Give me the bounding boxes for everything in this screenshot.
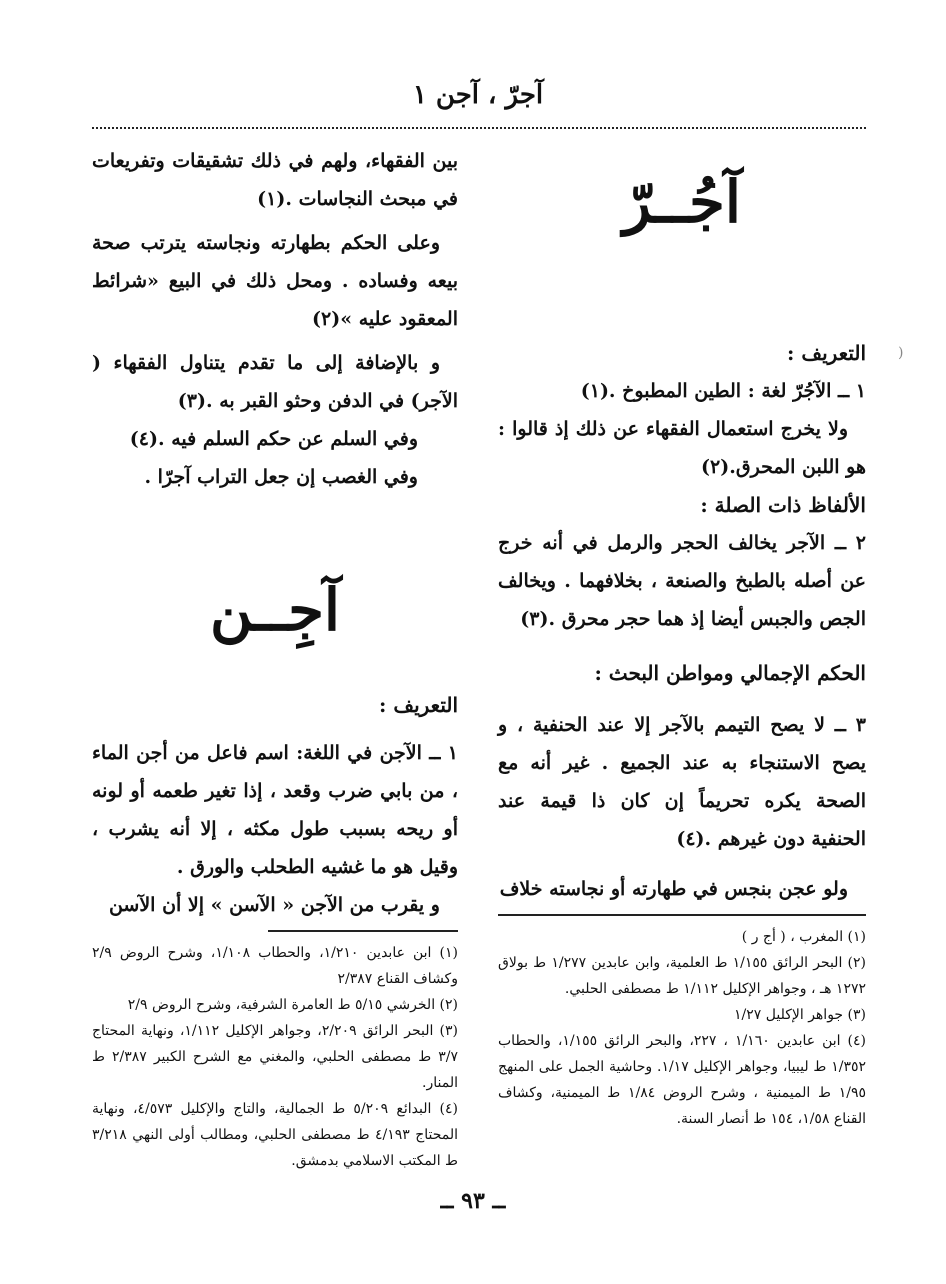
margin-mark: ) — [898, 345, 904, 361]
paragraph: وعلى الحكم بطهارته ونجاسته يترتب صحة بيعه وفساده . ومحل ذلك في البيع «شرائط المعقود عليه »(٢) — [92, 232, 458, 330]
footnote: (٤) ابن عابدين ١/١٦٠ ، ٢٢٧، والبحر الرائق ١/١٥٥، والحطاب ١/٣٥٢ ط ليبيا، وجواهر الإكليل ١/١٧. وحاشية الجمل على المنهج ١/٩٥ ط الميمنية ، وشرح الروض ١/٨٤ ط الميمنية، وكشاف القناع ١/٥٨، ١٥٤ ط أنصار السنة. — [498, 1033, 866, 1127]
footnote-rule — [268, 930, 458, 932]
paragraph: ٢ ــ الآجر يخالف الحجر والرمل في أنه خرج عن أصله بالطبخ والصنعة ، بخلافهما . ويخالف الجص والجبس أيضا إذ هما حجر محرق .(٣) — [498, 532, 866, 630]
paragraph: ٣ ــ لا يصح التيمم بالآجر إلا عند الحنفية ، و يصح الاستنجاء به عند الجميع . غير أنه مع الصحة يكره تحريماً إن كان ذا قيمة عند الحنفية دون غيرهم .(٤) — [498, 714, 866, 850]
paragraph: ولو عجن بنجس في طهارته أو نجاسته خلاف — [499, 878, 848, 900]
footnote: (٤) البدائع ٥/٢٠٩ ط الجمالية، والتاج والإكليل ٤/٥٧٣، ونهاية المحتاج ٤/١٩٣ ط مصطفى الحلبي، ومطالب أولى النهي ٣/٢١٨ ط المكتب الاسلامي بدمشق. — [92, 1101, 459, 1169]
footnotes-right — [498, 924, 866, 1132]
footnote: (٣) جواهر الإكليل ١/٢٧ — [734, 1007, 866, 1023]
page-header-title: آجرّ ، آجن ١ — [412, 80, 544, 110]
definition-heading: التعريف : — [787, 341, 866, 365]
footnote: (١) المغرب ، ( أج ر ) — [741, 929, 866, 945]
footnote: (٢) البحر الرائق ١/١٥٥ ط العلمية، وابن عابدين ١/٢٧٧ ط بولاق ١٢٧٢ هـ ، وجواهر الإكليل ١/١١٢ ط مصطفى الحلبي. — [498, 955, 867, 997]
paragraph: وفي الغصب إن جعل التراب آجرّا . — [144, 466, 418, 488]
header-dotted-divider — [92, 127, 866, 129]
right-column — [498, 142, 866, 1132]
paragraph: و بالإضافة إلى ما تقدم يتناول الفقهاء ( الآجر) في الدفن وحثو القبر به .(٣) — [92, 352, 458, 412]
related-terms-heading: الألفاظ ذات الصلة : — [700, 493, 866, 517]
entry-title-ajurr: آجُــرّ — [623, 168, 741, 236]
paragraph: وفي السلم عن حكم السلم فيه .(٤) — [129, 428, 418, 450]
page-number: ــ ٩٣ ــ — [440, 1188, 506, 1214]
paragraph: و يقرب من الآجن « الآسن » إلا أن الآسن — [108, 894, 440, 916]
ruling-heading: الحكم الإجمالي ومواطن البحث : — [594, 661, 866, 685]
footnotes-left — [92, 940, 458, 1174]
left-column — [92, 142, 458, 1174]
footnote-rule — [498, 914, 866, 916]
footnote: (١) ابن عابدين ١/٢١٠، والحطاب ١/١٠٨، وشرح الروض ٢/٩ وكشاف القناع ٢/٣٨٧ — [92, 945, 458, 987]
footnote: (٢) الخرشي ٥/١٥ ط العامرة الشرفية، وشرح الروض ٢/٩ — [127, 997, 458, 1013]
paragraph: ١ ــ الآجُرّ لغة : الطين المطبوخ .(١) — [580, 380, 866, 402]
paragraph: بين الفقهاء، ولهم في ذلك تشقيقات وتفريعات في مبحث النجاسات .(١) — [92, 150, 458, 210]
paragraph: ولا يخرج استعمال الفقهاء عن ذلك إذ قالوا : هو اللبن المحرق.(٢) — [498, 418, 866, 478]
definition-heading: التعريف : — [379, 693, 458, 717]
paragraph: ١ ــ الآجن في اللغة: اسم فاعل من أجن الماء ، من بابي ضرب وقعد ، إذا تغير طعمه أو لونه أو ريحه بسبب طول مكثه ، إلا أنه يشرب ، وقيل هو ما غشيه الطحلب والورق . — [92, 742, 458, 878]
footnote: (٣) البحر الرائق ٢/٢٠٩، وجواهر الإكليل ١/١١٢، ونهاية المحتاج ٣/٧ ط مصطفى الحلبي، والمغني مع الشرح الكبير ٢/٣٨٧ ط المنار. — [92, 1023, 458, 1091]
entry-title-ajin: آجِــن — [209, 576, 341, 644]
